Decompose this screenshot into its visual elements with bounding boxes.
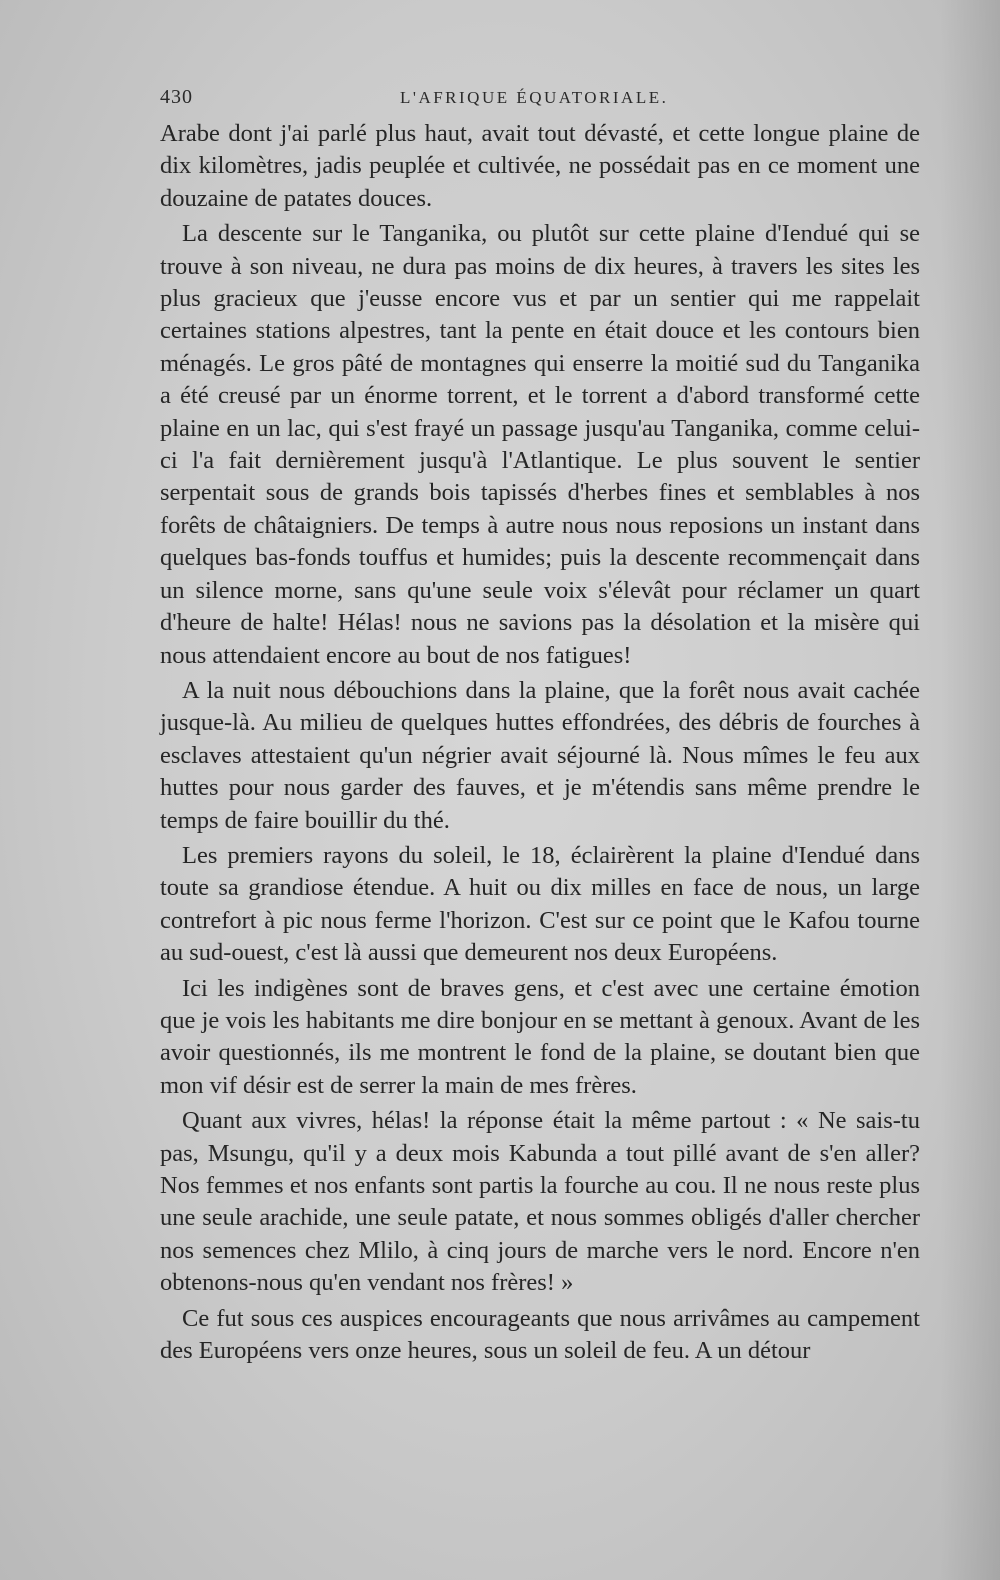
paragraph: Arabe dont j'ai parlé plus haut, avait tout dévasté, et cette longue plaine de dix kilomètres, jadis peuplée et cultivée, ne possédait pas en ce moment une douzaine de patates douces. — [160, 120, 920, 212]
page-number: 430 — [160, 86, 193, 108]
paragraph: Quant aux vivres, hélas! la réponse était la même partout : « Ne sais-tu pas, Msungu, qu'il y a deux mois Kabunda a tout pillé avant de s'en aller? Nos femmes et nos enfants sont partis la fourche au cou. Il ne nous reste plus une seule arachide, une seule patate, et nous sommes obligés d'aller chercher nos semences chez Mlilo, à cinq jours de marche vers le nord. Encore n'en obtenons-nous qu'en vendant nos frères! » — [160, 1107, 920, 1297]
paragraph: La descente sur le Tanganika, ou plutôt sur cette plaine d'Iendué qui se trouve à son niveau, ne dura pas moins de dix heures, à travers les sites les plus gracieux que j'eusse encore vus et par un sentier qui me rappelait certaines stations alpestres, tant la pente en était douce et les contours bien ménagés. Le gros pâté de montagnes qui enserre la moitié sud du Tanganika a été creusé par un énorme torrent, et le torrent a d'abord transformé cette plaine en un lac, qui s'est frayé un passage jusqu'au Tanganika, comme celui-ci l'a fait dernièrement jusqu'à l'Atlantique. Le plus souvent le sentier serpentait sous de grands bois tapissés d'herbes fines et semblables à nos forêts de châtaigniers. De temps à autre nous nous reposions un instant dans quelques bas-fonds touffus et humides; puis la descente recommençait dans un silence morne, sans qu'une seule voix s'élevât pour réclamer un quart d'heure de halte! Hélas! nous ne savions pas la désolation et la misère qui nous attendaient encore au bout de nos fatigues! — [160, 220, 920, 669]
page-edge-shadow — [940, 0, 1000, 1580]
paragraph: Ce fut sous ces auspices encourageants que nous arrivâmes au campement des Européens vers onze heures, sous un soleil de feu. A un détour — [160, 1304, 920, 1365]
page-header — [160, 86, 920, 120]
paragraph: Ici les indigènes sont de braves gens, et c'est avec une certaine émotion que je vois les habitants me dire bonjour en se mettant à genoux. Avant de les avoir questionnés, ils me montrent le fond de la plaine, se doutant bien que mon vif désir est de serrer la main de mes frères. — [160, 974, 920, 1099]
running-title: L'AFRIQUE ÉQUATORIALE. — [400, 88, 669, 107]
paragraph: Les premiers rayons du soleil, le 18, éclairèrent la plaine d'Iendué dans toute sa grandiose étendue. A huit ou dix milles en face de nous, un large contrefort à pic nous ferme l'horizon. C'est sur ce point que le Kafou tourne au sud-ouest, c'est là aussi que demeurent nos deux Européens. — [160, 841, 920, 967]
body-text — [160, 118, 920, 1367]
paragraph: A la nuit nous débouchions dans la plaine, que la forêt nous avait cachée jusque-là. Au milieu de quelques huttes effondrées, des débris de fourches à esclaves attestaient qu'un négrier avait séjourné là. Nous mîmes le feu aux huttes pour nous garder des fauves, et je m'étendis sans même prendre le temps de faire bouillir du thé. — [160, 676, 920, 834]
